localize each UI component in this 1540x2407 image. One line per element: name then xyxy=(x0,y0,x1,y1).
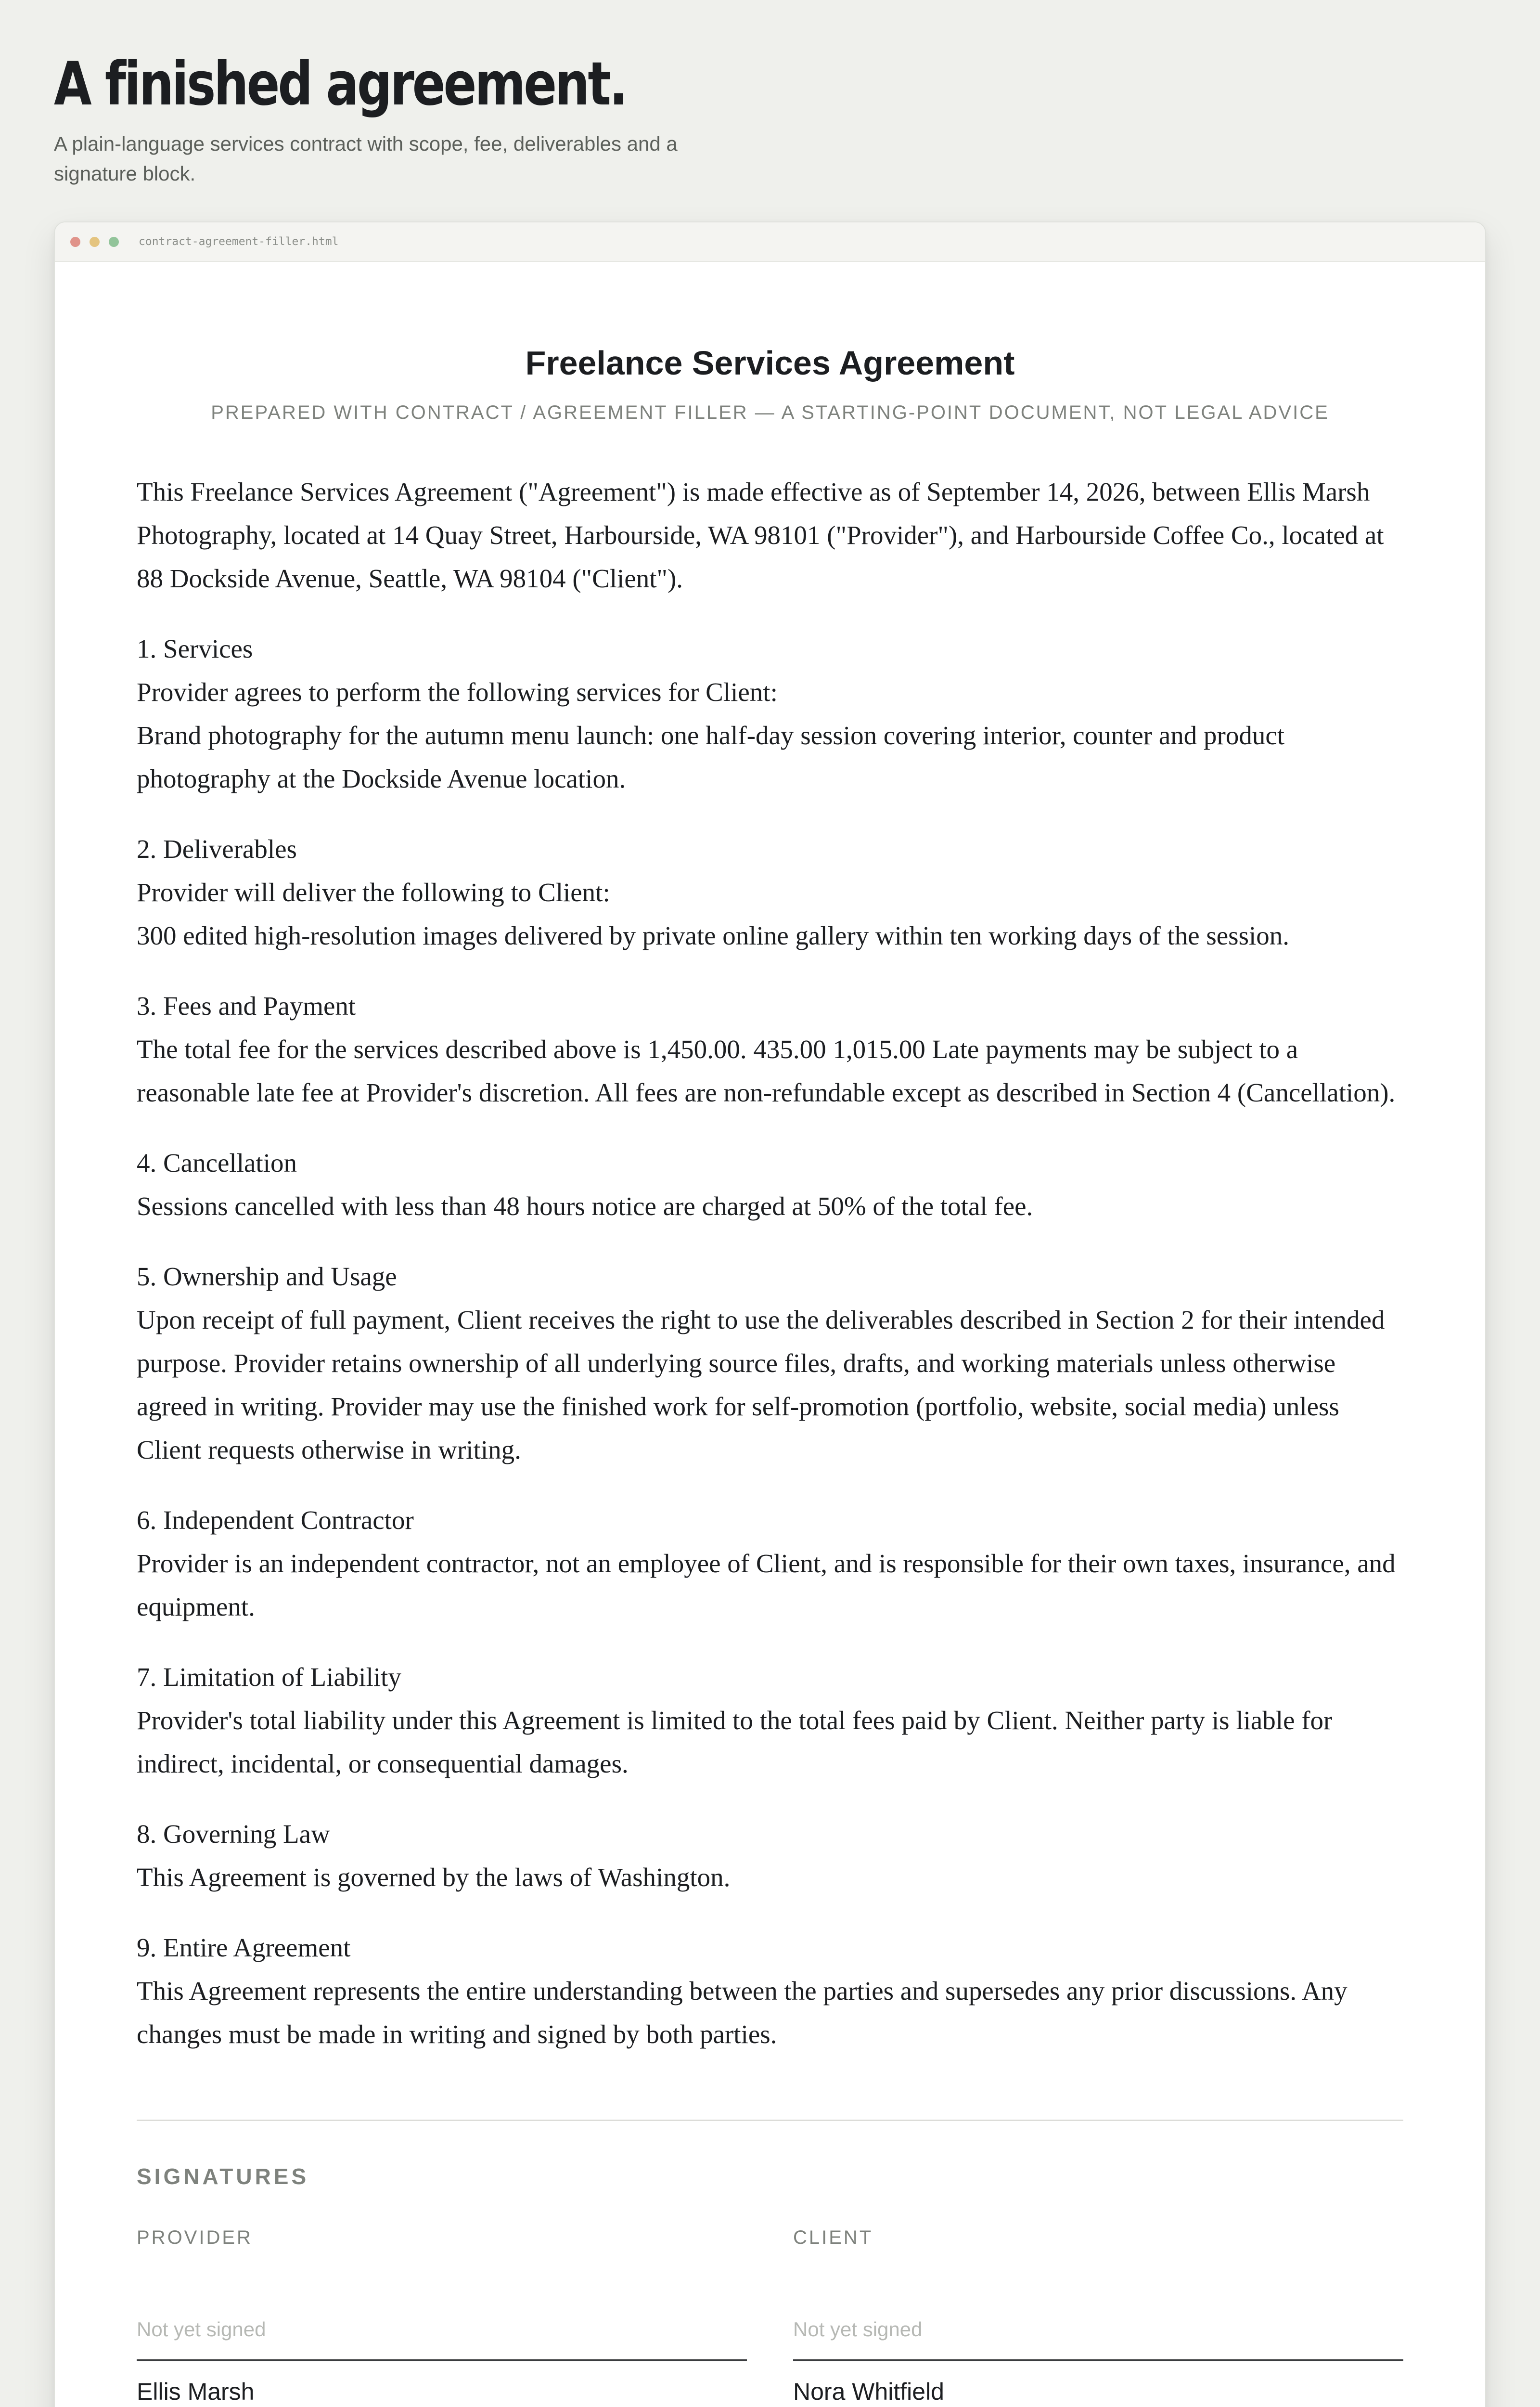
section-deliverables xyxy=(137,828,1403,958)
document-body xyxy=(137,470,1403,2056)
section-cancellation xyxy=(137,1141,1403,1228)
page-header xyxy=(54,50,776,189)
section-heading: 8. Governing Law xyxy=(137,1819,330,1849)
provider-signature-placeholder: Not yet signed xyxy=(137,2318,266,2341)
provider-role-label: PROVIDER xyxy=(137,2227,253,2248)
document-title: Freelance Services Agreement xyxy=(525,344,1015,382)
section-text: Provider is an independent contractor, not an employee of Client, and is responsible for their own taxes, insurance, and equipment. xyxy=(137,1549,1396,1621)
client-signature xyxy=(793,2227,1403,2407)
provider-signature-line[interactable] xyxy=(137,2318,747,2361)
section-heading: 4. Cancellation xyxy=(137,1148,297,1178)
signature-block xyxy=(137,2227,1403,2407)
section-heading: 3. Fees and Payment xyxy=(137,991,356,1021)
section-text: Upon receipt of full payment, Client receives the right to use the deliverables described in Section 2 for their intended purpose. Provider retains ownership of all underlying source files, drafts, and working materials unless otherwise agreed in writing. Provider may use the finished work for self-promotion (portfolio, website, social media) unless Client requests otherwise in writing. xyxy=(137,1305,1385,1464)
section-text: 300 edited high-resolution images delivered by private online gallery within ten working days of the session. xyxy=(137,921,1290,950)
section-independent-contractor xyxy=(137,1499,1403,1629)
section-heading: 5. Ownership and Usage xyxy=(137,1262,397,1291)
section-text: Provider's total liability under this Agreement is limited to the total fees paid by Client. Neither party is liable for indirect, incidental, or consequential damages. xyxy=(137,1706,1333,1778)
document-window xyxy=(54,221,1486,2407)
window-filename: contract-agreement-filler.html xyxy=(139,235,339,248)
section-services xyxy=(137,627,1403,801)
page-title: A finished agreement. xyxy=(54,50,626,119)
section-heading: 1. Services xyxy=(137,634,253,663)
window-maximize-dot-icon xyxy=(109,237,119,247)
section-text: Sessions cancelled with less than 48 hours notice are charged at 50% of the total fee. xyxy=(137,1191,1033,1221)
section-text: This Agreement is governed by the laws of Washington. xyxy=(137,1863,731,1892)
provider-name: Ellis Marsh xyxy=(137,2378,255,2405)
window-titlebar xyxy=(55,222,1485,262)
section-text: The total fee for the services described above is 1,450.00. 435.00 1,015.00 Late payments may be subject to a reasonable late fee at Provider's discretion. All fees are non-refundable except as described in Section 4 (Cancellation). xyxy=(137,1035,1396,1107)
client-role-label: CLIENT xyxy=(793,2227,873,2248)
signatures-heading: SIGNATURES xyxy=(137,2164,309,2189)
section-heading: 6. Independent Contractor xyxy=(137,1505,414,1535)
section-heading: 2. Deliverables xyxy=(137,834,297,864)
document-intro: This Freelance Services Agreement ("Agreement") is made effective as of September 14, 2026, between Ellis Marsh Photography, located at 14 Quay Street, Harbourside, WA 98101 ("Provider"), and Harbourside Coffee Co., located at 88 Dockside Avenue, Seattle, WA 98104 ("Client"). xyxy=(137,477,1384,593)
signatures-divider xyxy=(137,2120,1403,2121)
section-text: Provider agrees to perform the following services for Client: xyxy=(137,677,778,707)
section-heading: 7. Limitation of Liability xyxy=(137,1662,401,1692)
client-name: Nora Whitfield xyxy=(793,2378,944,2405)
agreement-document xyxy=(137,262,1403,2407)
section-fees-and-payment xyxy=(137,984,1403,1114)
client-signature-placeholder: Not yet signed xyxy=(793,2318,923,2341)
page-subtitle: A plain-language services contract with scope, fee, deliverables and a signature block. xyxy=(54,132,678,185)
section-entire-agreement xyxy=(137,1926,1403,2056)
section-heading: 9. Entire Agreement xyxy=(137,1933,351,1962)
section-ownership-and-usage xyxy=(137,1255,1403,1472)
document-prepared-note: PREPARED WITH CONTRACT / AGREEMENT FILLER — A STARTING-POINT DOCUMENT, NOT LEGAL ADVICE xyxy=(211,402,1329,423)
client-signature-line[interactable] xyxy=(793,2318,1403,2361)
provider-signature xyxy=(137,2227,747,2407)
section-limitation-of-liability xyxy=(137,1656,1403,1786)
section-text: Brand photography for the autumn menu launch: one half-day session covering interior, counter and product photography at the Dockside Avenue location. xyxy=(137,721,1285,793)
window-minimize-dot-icon xyxy=(90,237,100,247)
window-close-dot-icon xyxy=(70,237,80,247)
section-governing-law xyxy=(137,1812,1403,1899)
section-text: Provider will deliver the following to Client: xyxy=(137,878,610,907)
section-text: This Agreement represents the entire understanding between the parties and supersedes any prior discussions. Any changes must be made in writing and signed by both parties. xyxy=(137,1976,1348,2049)
